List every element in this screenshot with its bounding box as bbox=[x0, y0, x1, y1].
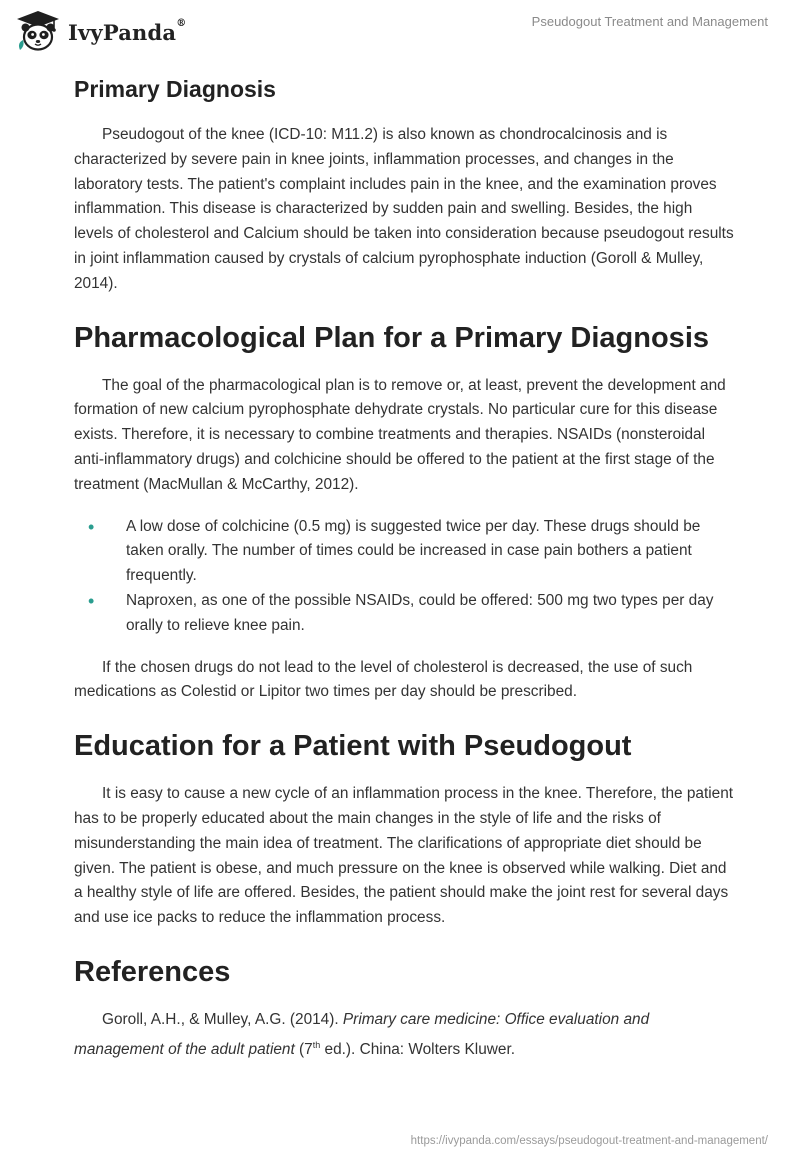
page-header bbox=[0, 0, 800, 60]
panda-graduate-icon bbox=[14, 10, 62, 54]
paragraph-primary-diagnosis: Pseudogout of the knee (ICD-10: M11.2) is also known as chondrocalcinosis and is characterized by severe pain in knee joints, inflammation processes, and changes in the laboratory tests. The patient's complaint includes pain in the knee, and the examination proves inflammation. This disease is characterized by sudden pain and swelling. Besides, the high levels of cholesterol and Calcium should be taken into consideration because pseudogout results in joint inflammation caused by crystals of calcium pyrophosphate induction (Goroll & Mulley, 2014). bbox=[74, 126, 734, 292]
list-item bbox=[74, 589, 734, 639]
heading-primary-diagnosis: Primary Diagnosis bbox=[74, 76, 276, 102]
brand-logo[interactable] bbox=[14, 10, 186, 54]
document-title: Pseudogout Treatment and Management bbox=[531, 14, 768, 29]
footer-source-url[interactable]: https://ivypanda.com/essays/pseudogout-treatment-and-management/ bbox=[410, 1135, 768, 1147]
reference-authors: Goroll, A.H., & Mulley, A.G. (2014). bbox=[102, 1010, 343, 1028]
section-references bbox=[74, 952, 734, 1063]
paragraph-pharmacological-closing: If the chosen drugs do not lead to the level of cholesterol is decreased, the use of such medications as Colestid or Lipitor two times per day should be prescribed. bbox=[74, 658, 693, 701]
section-patient-education bbox=[74, 726, 734, 931]
list-item bbox=[74, 515, 734, 589]
section-primary-diagnosis bbox=[74, 71, 734, 297]
trademark-symbol: ® bbox=[176, 17, 187, 29]
reference-edition: (7 bbox=[294, 1040, 313, 1058]
bullet-icon: • bbox=[88, 516, 95, 537]
paragraph-patient-education: It is easy to cause a new cycle of an inflammation process in the knee. Therefore, the patient has to be properly educated about the main changes in the style of life and the risks of misunderstanding the main idea of treatment. The clarifications of appropriate diet should be given. The patient is obese, and much pressure on the knee is observed while walking. Diet and a healthy style of life are offered. Besides, the patient should make the joint rest for several days and use ice packs to reduce the inflammation process. bbox=[74, 785, 734, 927]
bullet-icon: • bbox=[88, 590, 95, 611]
reference-title: Primary care medicine: Office evaluation and management of the adult patient bbox=[74, 1010, 650, 1058]
paragraph-pharmacological-plan: The goal of the pharmacological plan is to remove or, at least, prevent the development and formation of new calcium pyrophosphate dehydrate crystals. No particular cure for this disease exists. Therefore, it is necessary to combine treatments and therapies. NSAIDs (nonsteroidal anti-inflammatory drugs) and colchicine should be offered to the patient at the first stage of the treatment (MacMullan & McCarthy, 2012). bbox=[74, 376, 726, 493]
section-pharmacological-plan bbox=[74, 318, 734, 706]
reference-entry bbox=[74, 1008, 734, 1063]
list-item-text: A low dose of colchicine (0.5 mg) is suggested twice per day. These drugs should be taken orally. The number of times could be increased in case pain bothers a patient frequently. bbox=[126, 517, 701, 585]
reference-publisher: ed.). China: Wolters Kluwer. bbox=[320, 1040, 515, 1058]
heading-pharmacological-plan: Pharmacological Plan for a Primary Diagnosis bbox=[74, 321, 709, 354]
heading-references: References bbox=[74, 955, 231, 988]
brand-name: IvyPanda® bbox=[68, 17, 187, 45]
heading-patient-education: Education for a Patient with Pseudogout bbox=[74, 730, 632, 763]
list-item-text: Naproxen, as one of the possible NSAIDs, could be offered: 500 mg two types per day orally to relieve knee pain. bbox=[126, 591, 714, 634]
treatment-list bbox=[74, 515, 734, 639]
document-body bbox=[74, 70, 734, 1063]
reference-edition-suffix: th bbox=[312, 1039, 321, 1050]
